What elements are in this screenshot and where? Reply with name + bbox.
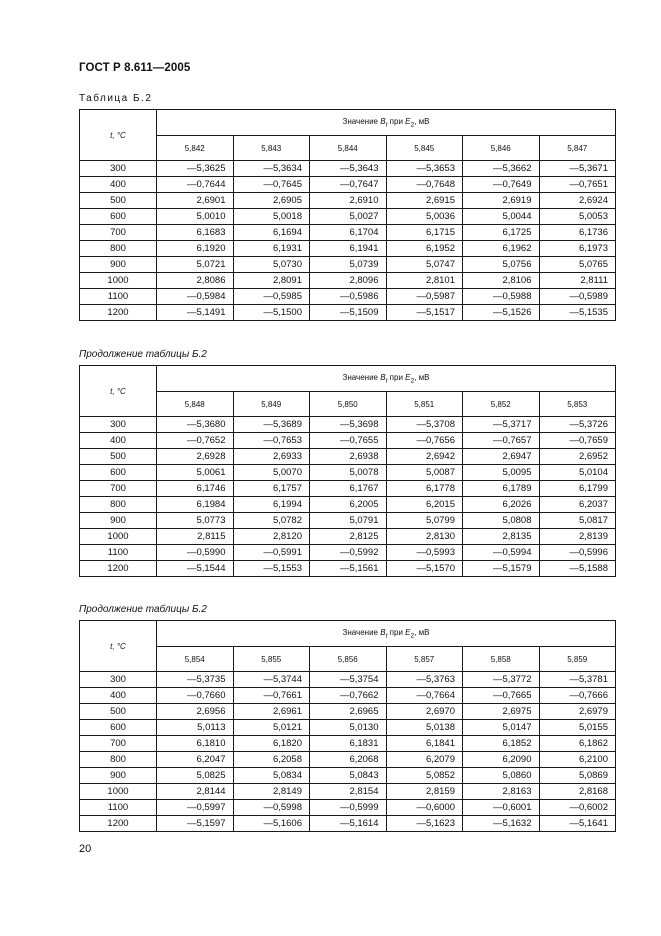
value-cell: 2,6956 [157,704,234,720]
value-cell: —5,3643 [310,161,387,177]
value-cell: —0,7657 [463,433,540,449]
value-cell: —0,7644 [157,177,234,193]
value-cell: —5,1526 [463,305,540,321]
value-cell: 5,0113 [157,720,234,736]
table-row [80,672,616,688]
value-cell: 6,2037 [539,497,616,513]
value-cell: —5,1553 [233,561,310,577]
value-cell: 6,1767 [310,481,387,497]
value-cell: 6,1736 [539,225,616,241]
temperature-cell: 500 [80,193,157,209]
temperature-cell: 1000 [80,529,157,545]
value-cell: 6,1841 [386,736,463,752]
table-row [80,704,616,720]
value-cell: 2,8120 [233,529,310,545]
value-cell: 2,6905 [233,193,310,209]
temperature-cell: 600 [80,209,157,225]
value-cell: —5,3698 [310,417,387,433]
value-cell: 5,0010 [157,209,234,225]
value-cell: —0,7666 [539,688,616,704]
table-caption: Таблица Б.2 [79,93,153,104]
document-header: ГОСТ Р 8.611—2005 [79,62,191,74]
table-row [80,784,616,800]
value-cell: 2,6965 [310,704,387,720]
value-cell: —5,3772 [463,672,540,688]
column-header: 5,843 [233,136,310,161]
value-cell: 2,6938 [310,449,387,465]
value-cell: 6,1789 [463,481,540,497]
column-header: 5,852 [463,392,540,417]
value-cell: —5,3634 [233,161,310,177]
table-row [80,465,616,481]
value-cell: —0,7664 [386,688,463,704]
page-number: 20 [79,843,92,855]
value-cell: 5,0036 [386,209,463,225]
table-row [80,768,616,784]
value-span-header: Значение $B_t$ при $E_2$, мВ [157,621,616,647]
value-cell: 6,1715 [386,225,463,241]
column-header: 5,853 [539,392,616,417]
value-cell: 2,8154 [310,784,387,800]
value-cell: 2,8091 [233,273,310,289]
temperature-cell: 1200 [80,816,157,832]
value-cell: 6,1862 [539,736,616,752]
value-cell: —5,1544 [157,561,234,577]
temperature-cell: 1100 [80,289,157,305]
value-cell: —5,1517 [386,305,463,321]
temperature-cell: 900 [80,257,157,273]
value-cell: 5,0808 [463,513,540,529]
value-cell: 6,1810 [157,736,234,752]
table-row [80,433,616,449]
value-cell: 6,1778 [386,481,463,497]
temperature-cell: 300 [80,161,157,177]
value-cell: —0,6001 [463,800,540,816]
value-cell: —5,1606 [233,816,310,832]
value-cell: —0,7649 [463,177,540,193]
value-cell: —0,5984 [157,289,234,305]
table-caption: Продолжение таблицы Б.2 [79,349,207,360]
value-cell: 6,1799 [539,481,616,497]
value-cell: 2,8135 [463,529,540,545]
value-cell: —0,7647 [310,177,387,193]
value-cell: —5,1623 [386,816,463,832]
value-cell: 6,1746 [157,481,234,497]
value-cell: 5,0087 [386,465,463,481]
column-header: 5,858 [463,647,540,672]
column-header: 5,859 [539,647,616,672]
value-cell: —0,5993 [386,545,463,561]
value-cell: —0,6000 [386,800,463,816]
value-cell: 6,1994 [233,497,310,513]
value-cell: 2,8106 [463,273,540,289]
value-cell: 5,0721 [157,257,234,273]
value-cell: —0,7656 [386,433,463,449]
temperature-cell: 700 [80,225,157,241]
value-cell: 5,0773 [157,513,234,529]
value-cell: 5,0147 [463,720,540,736]
table-row [80,816,616,832]
value-cell: —5,1491 [157,305,234,321]
value-cell: —0,5987 [386,289,463,305]
table-row [80,241,616,257]
data-table [79,620,616,832]
temperature-cell: 400 [80,433,157,449]
value-cell: 5,0730 [233,257,310,273]
table-row [80,481,616,497]
value-cell: 2,8168 [539,784,616,800]
value-cell: —5,1614 [310,816,387,832]
value-cell: 5,0765 [539,257,616,273]
value-cell: 5,0027 [310,209,387,225]
value-cell: —0,7659 [539,433,616,449]
value-cell: 6,1694 [233,225,310,241]
column-header: 5,848 [157,392,234,417]
value-cell: 2,6928 [157,449,234,465]
temperature-cell: 1100 [80,800,157,816]
value-cell: —0,5991 [233,545,310,561]
table-row [80,497,616,513]
table-row [80,177,616,193]
column-header: 5,854 [157,647,234,672]
value-cell: —0,5999 [310,800,387,816]
value-cell: —0,7655 [310,433,387,449]
table-row [80,720,616,736]
value-cell: 5,0756 [463,257,540,273]
column-header: 5,847 [539,136,616,161]
value-cell: 6,1920 [157,241,234,257]
value-cell: —0,5990 [157,545,234,561]
table-row [80,752,616,768]
value-cell: 2,6952 [539,449,616,465]
value-cell: —5,1509 [310,305,387,321]
value-cell: 2,6947 [463,449,540,465]
column-header: 5,856 [310,647,387,672]
value-cell: 5,0053 [539,209,616,225]
value-cell: —0,7653 [233,433,310,449]
value-cell: —5,3625 [157,161,234,177]
temperature-header: t, °С [80,366,157,417]
value-cell: 5,0095 [463,465,540,481]
value-cell: 5,0869 [539,768,616,784]
table-row [80,209,616,225]
temperature-cell: 700 [80,481,157,497]
table-row [80,688,616,704]
value-cell: —5,3754 [310,672,387,688]
value-cell: 2,8163 [463,784,540,800]
value-cell: 2,8111 [539,273,616,289]
value-cell: —0,7652 [157,433,234,449]
value-cell: 6,2068 [310,752,387,768]
temperature-cell: 500 [80,704,157,720]
value-cell: —0,7662 [310,688,387,704]
value-cell: 2,6924 [539,193,616,209]
temperature-cell: 900 [80,768,157,784]
value-cell: 2,8086 [157,273,234,289]
value-cell: 2,8125 [310,529,387,545]
column-header: 5,855 [233,647,310,672]
value-cell: 5,0121 [233,720,310,736]
value-cell: 5,0852 [386,768,463,784]
value-cell: 5,0155 [539,720,616,736]
value-cell: 5,0070 [233,465,310,481]
value-cell: —0,5986 [310,289,387,305]
temperature-cell: 800 [80,497,157,513]
value-cell: —0,7645 [233,177,310,193]
column-header: 5,850 [310,392,387,417]
value-cell: —0,5988 [463,289,540,305]
column-header: 5,857 [386,647,463,672]
value-cell: 2,8096 [310,273,387,289]
value-cell: 6,1820 [233,736,310,752]
column-header: 5,849 [233,392,310,417]
temperature-cell: 600 [80,465,157,481]
value-cell: —0,5997 [157,800,234,816]
value-cell: —0,5992 [310,545,387,561]
value-cell: 6,1704 [310,225,387,241]
value-cell: —5,1588 [539,561,616,577]
temperature-cell: 900 [80,513,157,529]
value-cell: —5,3662 [463,161,540,177]
value-cell: 5,0044 [463,209,540,225]
temperature-cell: 400 [80,688,157,704]
value-cell: 2,6970 [386,704,463,720]
column-header: 5,842 [157,136,234,161]
temperature-cell: 1000 [80,784,157,800]
value-cell: 2,6919 [463,193,540,209]
table-row [80,257,616,273]
value-cell: 5,0791 [310,513,387,529]
value-cell: 5,0747 [386,257,463,273]
value-cell: —5,3781 [539,672,616,688]
table-row [80,545,616,561]
value-cell: 5,0078 [310,465,387,481]
temperature-cell: 1000 [80,273,157,289]
table-row [80,289,616,305]
value-cell: 6,1984 [157,497,234,513]
value-cell: 2,6961 [233,704,310,720]
table-row [80,305,616,321]
table-row [80,800,616,816]
value-cell: —5,1632 [463,816,540,832]
value-cell: 2,8144 [157,784,234,800]
value-cell: —5,3717 [463,417,540,433]
value-cell: 6,1852 [463,736,540,752]
value-cell: —0,6002 [539,800,616,816]
value-cell: 5,0138 [386,720,463,736]
value-cell: 5,0104 [539,465,616,481]
value-cell: —0,5994 [463,545,540,561]
value-cell: 6,2047 [157,752,234,768]
value-cell: —0,7648 [386,177,463,193]
value-cell: —5,3726 [539,417,616,433]
value-cell: —0,5998 [233,800,310,816]
value-cell: 6,2026 [463,497,540,513]
table-body [80,417,616,577]
value-cell: 5,0825 [157,768,234,784]
value-cell: —5,3744 [233,672,310,688]
value-cell: 2,8115 [157,529,234,545]
value-cell: 5,0782 [233,513,310,529]
value-cell: 2,8149 [233,784,310,800]
value-cell: 5,0739 [310,257,387,273]
value-cell: 6,1952 [386,241,463,257]
value-cell: 6,2015 [386,497,463,513]
value-cell: —5,3735 [157,672,234,688]
value-cell: 5,0061 [157,465,234,481]
value-span-header: Значение $B_t$ при $E_2$, мВ [157,366,616,392]
value-cell: 5,0860 [463,768,540,784]
value-cell: —5,1561 [310,561,387,577]
value-cell: —0,5985 [233,289,310,305]
value-cell: 2,6901 [157,193,234,209]
value-cell: 5,0843 [310,768,387,784]
temperature-cell: 800 [80,241,157,257]
table-caption: Продолжение таблицы Б.2 [79,604,207,615]
value-cell: 6,1941 [310,241,387,257]
value-cell: 2,6915 [386,193,463,209]
value-cell: 6,2100 [539,752,616,768]
value-cell: 5,0130 [310,720,387,736]
temperature-cell: 400 [80,177,157,193]
data-table [79,109,616,321]
temperature-cell: 500 [80,449,157,465]
table-row [80,225,616,241]
value-cell: 6,1725 [463,225,540,241]
value-cell: 2,6933 [233,449,310,465]
table-body [80,161,616,321]
value-cell: —5,3671 [539,161,616,177]
value-cell: —5,3689 [233,417,310,433]
temperature-header: t, °С [80,621,157,672]
value-cell: 2,6942 [386,449,463,465]
value-cell: 5,0834 [233,768,310,784]
value-cell: —5,3680 [157,417,234,433]
table-row [80,449,616,465]
value-cell: —5,1579 [463,561,540,577]
table-row [80,193,616,209]
temperature-cell: 600 [80,720,157,736]
value-cell: 2,6975 [463,704,540,720]
temperature-cell: 1200 [80,561,157,577]
value-cell: —5,3708 [386,417,463,433]
column-header: 5,846 [463,136,540,161]
value-cell: 2,8130 [386,529,463,545]
table-row [80,161,616,177]
value-cell: —0,7651 [539,177,616,193]
value-cell: 2,8159 [386,784,463,800]
value-cell: 5,0018 [233,209,310,225]
value-cell: —5,3653 [386,161,463,177]
value-cell: 2,8139 [539,529,616,545]
value-cell: —0,7665 [463,688,540,704]
data-table [79,365,616,577]
value-cell: —5,1597 [157,816,234,832]
value-cell: —5,1500 [233,305,310,321]
temperature-cell: 300 [80,417,157,433]
table-row [80,417,616,433]
value-cell: 2,6979 [539,704,616,720]
value-cell: 2,6910 [310,193,387,209]
value-cell: 6,1931 [233,241,310,257]
value-cell: —0,5996 [539,545,616,561]
temperature-cell: 300 [80,672,157,688]
value-cell: —0,7661 [233,688,310,704]
value-cell: 6,1683 [157,225,234,241]
value-span-header: Значение $B_t$ при $E_2$, мВ [157,110,616,136]
value-cell: 5,0799 [386,513,463,529]
value-cell: 6,2079 [386,752,463,768]
column-header: 5,851 [386,392,463,417]
value-cell: —5,1641 [539,816,616,832]
table-row [80,736,616,752]
value-cell: —0,5989 [539,289,616,305]
table-row [80,513,616,529]
temperature-cell: 800 [80,752,157,768]
value-cell: —5,3763 [386,672,463,688]
table-row [80,529,616,545]
value-cell: —5,1570 [386,561,463,577]
value-cell: 6,1831 [310,736,387,752]
temperature-cell: 700 [80,736,157,752]
value-cell: 6,2005 [310,497,387,513]
value-cell: —0,7660 [157,688,234,704]
value-cell: 6,2058 [233,752,310,768]
value-cell: 6,1962 [463,241,540,257]
value-cell: 6,2090 [463,752,540,768]
value-cell: 2,8101 [386,273,463,289]
temperature-cell: 1100 [80,545,157,561]
column-header: 5,845 [386,136,463,161]
temperature-header: t, °С [80,110,157,161]
table-body [80,672,616,832]
value-cell: 5,0817 [539,513,616,529]
table-row [80,273,616,289]
value-cell: 6,1973 [539,241,616,257]
value-cell: —5,1535 [539,305,616,321]
table-row [80,561,616,577]
column-header: 5,844 [310,136,387,161]
value-cell: 6,1757 [233,481,310,497]
temperature-cell: 1200 [80,305,157,321]
